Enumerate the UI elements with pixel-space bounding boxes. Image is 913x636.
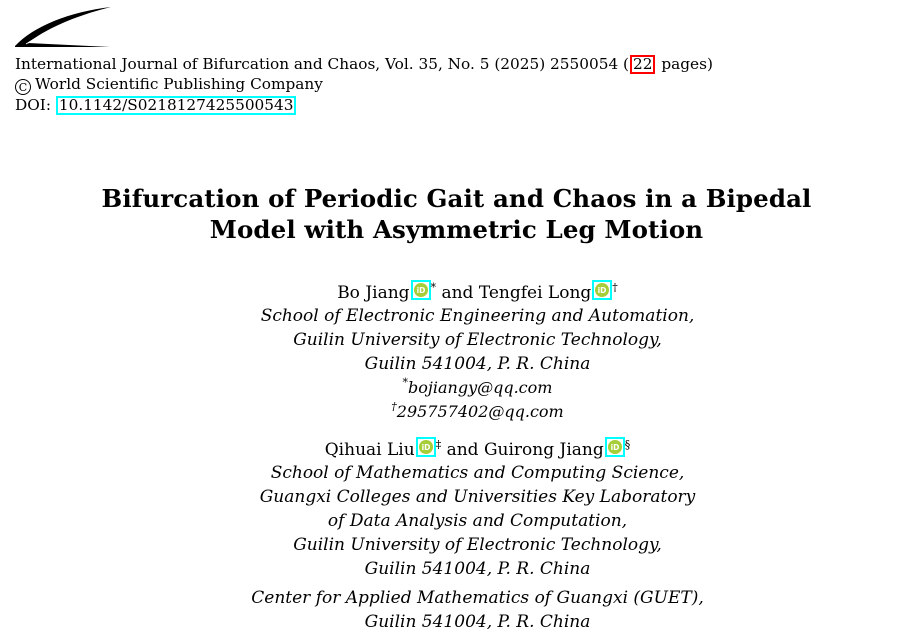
- svg-text:iD: iD: [421, 443, 431, 452]
- affiliation-block-1: [0, 304, 913, 424]
- affiliation-block-3: [0, 586, 913, 634]
- doi-label: DOI:: [15, 96, 56, 114]
- publisher-name: World Scientific Publishing Company: [35, 75, 323, 93]
- title-line-2: Model with Asymmetric Leg Motion: [209, 215, 704, 244]
- email-line: [0, 400, 913, 424]
- journal-citation: International Journal of Bifurcation and Chaos, Vol. 35, No. 5 (2025) 2550054 (: [15, 55, 630, 73]
- affiliation-line: School of Electronic Engineering and Automation,: [260, 306, 695, 326]
- copyright-icon: C: [15, 79, 31, 95]
- svg-text:iD: iD: [597, 286, 607, 295]
- author-footnote-mark: §: [624, 438, 631, 451]
- affiliation-line: School of Mathematics and Computing Science,: [270, 463, 685, 483]
- affiliation-line: of Data Analysis and Computation,: [327, 511, 628, 531]
- affiliation-line: Guangxi Colleges and Universities Key Laboratory: [259, 487, 696, 507]
- copyright-line: [15, 74, 713, 95]
- author-name: Qihuai Liu: [324, 440, 415, 460]
- affiliation-line: Guilin 541004, P. R. China: [364, 612, 591, 632]
- orcid-icon[interactable]: [411, 280, 431, 300]
- svg-text:iD: iD: [610, 443, 620, 452]
- author-footnote-mark: ‡: [435, 438, 442, 451]
- page-count-link[interactable]: 22: [630, 55, 655, 74]
- affiliation-line: Center for Applied Mathematics of Guangxi (GUET),: [251, 588, 704, 608]
- orcid-icon[interactable]: [416, 437, 436, 457]
- paper-title: [0, 183, 913, 245]
- author-name: Guirong Jiang: [483, 440, 604, 460]
- journal-logo-icon: [14, 6, 114, 48]
- author-name: Bo Jiang: [337, 283, 410, 303]
- affiliation-line: Guilin 541004, P. R. China: [364, 354, 591, 374]
- title-line-1: Bifurcation of Periodic Gait and Chaos in a Bipedal: [101, 184, 812, 213]
- author-footnote-mark: †: [612, 281, 618, 294]
- author-conjunction: and: [436, 283, 479, 303]
- affiliation-line: Guilin University of Electronic Technology,: [293, 535, 662, 555]
- author-email: bojiangy@qq.com: [408, 378, 553, 397]
- doi-link[interactable]: 10.1142/S0218127425500543: [56, 96, 297, 115]
- author-line-2: [0, 437, 913, 462]
- page-count-suffix: pages): [656, 55, 713, 73]
- author-name: Tengfei Long: [478, 283, 592, 303]
- affiliation-line: Guilin 541004, P. R. China: [364, 559, 591, 579]
- email-footnote-mark: *: [402, 376, 409, 389]
- journal-citation-line: [15, 54, 713, 74]
- orcid-icon[interactable]: [605, 437, 625, 457]
- author-line-1: [0, 280, 913, 305]
- author-email: 295757402@qq.com: [396, 402, 564, 421]
- author-conjunction: and: [441, 440, 484, 460]
- doi-line: [15, 95, 713, 115]
- email-footnote-mark: †: [391, 400, 397, 413]
- journal-header: [15, 54, 713, 115]
- author-footnote-mark: *: [430, 281, 437, 294]
- affiliation-block-2: [0, 461, 913, 581]
- email-line: [0, 376, 913, 400]
- svg-text:iD: iD: [416, 286, 425, 295]
- orcid-icon[interactable]: [592, 280, 612, 300]
- affiliation-line: Guilin University of Electronic Technology,: [293, 330, 662, 350]
